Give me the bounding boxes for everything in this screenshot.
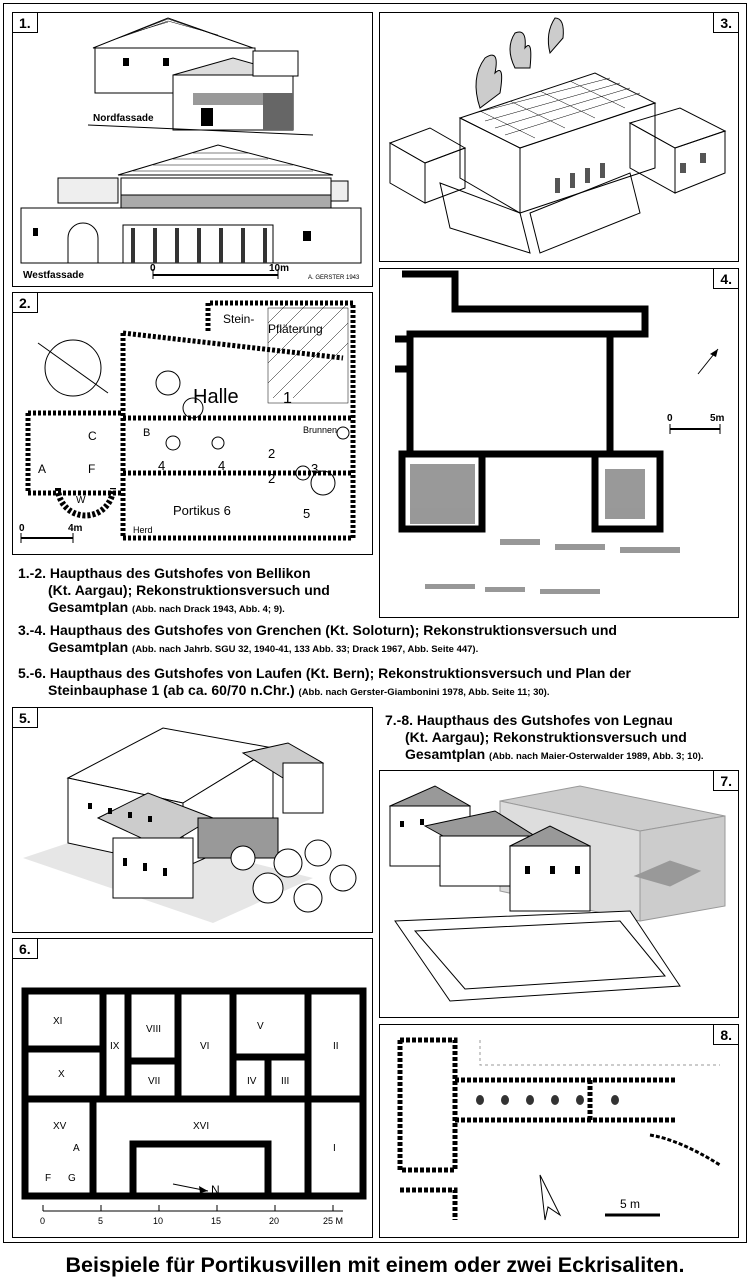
room-xv: XV [53,1121,67,1132]
caption-3-line2: Steinbauphase 1 (ab ca. 60/70 n.Chr.) [48,682,295,698]
caption-4-ref: (Abb. nach Maier-Osterwalder 1989, Abb. 3; 10). [489,751,704,762]
room-iii: III [281,1076,290,1087]
panel-1-facades [12,12,373,287]
room-g: G [68,1173,76,1184]
panel-number: 7. [713,771,738,791]
north-arrow-icon [540,1175,560,1220]
label-stein: Stein- [223,312,255,326]
caption-1-line2: (Kt. Aargau); Rekonstruktionsversuch und [48,582,330,598]
panel-number: 8. [713,1025,738,1045]
label-4a: 4 [158,458,166,473]
caption-3-line1: 5.-6. Haupthaus des Gutshofes von Laufen (Kt. Bern); Rekonstruktionsversuch und Plan der [18,665,631,681]
room-vii: VII [148,1076,161,1087]
label-brunnen: Brunnen [303,425,338,435]
caption-3-ref: (Abb. nach Gerster-Giambonini 1978, Abb. Seite 11; 30). [298,687,550,698]
room-vi: VI [200,1041,210,1052]
panel-4-plan [379,268,739,618]
panel-5-reconstruction [12,707,373,933]
west-label: Westfassade [23,270,84,281]
room-xi: XI [53,1016,63,1027]
label-halle-one: 1 [283,390,292,407]
panel-number: 1. [13,13,38,33]
room-iv: IV [247,1076,257,1087]
label-2b: 2 [268,471,276,486]
panel-number: 5. [13,708,38,728]
caption-2-line1: 3.-4. Haupthaus des Gutshofes von Grenchen (Kt. Soloturn); Rekonstruktionsversuch und [18,622,617,638]
scale-start: 0 [19,523,25,534]
grenchen-plan [380,269,739,618]
reconstruction-sketch [380,13,739,262]
legnau-reconstruction [380,771,739,1018]
bellikon-plan [13,293,373,555]
label-5: 5 [303,506,311,521]
north-arrow-icon [173,1184,208,1193]
label-halle: Halle [193,386,239,408]
room-f: F [45,1173,52,1184]
caption-4-line3: Gesamtplan [405,746,486,762]
caption-4-line2: (Kt. Aargau); Rekonstruktionsversuch und [405,729,687,745]
caption-2 [18,622,743,658]
tick-0: 0 [40,1216,46,1226]
tick-10: 10 [153,1216,164,1226]
panel-6-plan [12,938,373,1238]
room-v: V [257,1021,264,1032]
scale-label: 5 m [620,1197,641,1211]
caption-2-ref: (Abb. nach Jahrb. SGU 32, 1940-41, 133 Abb. 33; Drack 1967, Abb. Seite 447). [132,644,479,655]
label-f: F [88,462,96,476]
caption-4 [385,712,745,765]
label-2a: 2 [268,446,276,461]
label-portikus: Portikus 6 [173,503,231,518]
scale-start: 0 [150,263,156,274]
signature: A. GERSTER 1943 [308,275,360,281]
footer-title: Beispiele für Portikusvillen mit einem oder zwei Eckrisaliten. [65,1253,685,1277]
caption-1 [18,565,373,618]
caption-2-line2: Gesamtplan [48,639,129,655]
tick-5: 5 [98,1216,104,1226]
scale-end: 5m [710,413,725,424]
panel-number: 2. [13,293,38,313]
label-a: A [38,462,47,476]
facade-drawing [13,13,373,287]
panel-number: 4. [713,269,738,289]
laufen-reconstruction [13,708,373,933]
north-arrow-icon [698,349,718,374]
panel-number: 6. [13,939,38,959]
label-c: C [88,429,97,443]
scale-end: 4m [68,523,83,534]
room-ii: II [333,1041,339,1052]
caption-4-title: 7.-8. Haupthaus des Gutshofes von Legnau [385,712,673,728]
tick-25: 25 M [323,1216,344,1226]
panel-8-plan [379,1024,739,1238]
label-herd: Herd [133,525,153,535]
caption-1-ref: (Abb. nach Drack 1943, Abb. 4; 9). [132,604,285,615]
laufen-plan [13,939,373,1238]
room-ix: IX [110,1041,120,1052]
room-viii: VIII [146,1024,162,1035]
room-xvi: XVI [193,1121,210,1132]
caption-1-title: 1.-2. Haupthaus des Gutshofes von Bellikon [18,565,311,581]
nord-label: Nordfassade [93,113,154,124]
room-a: A [73,1143,80,1154]
panel-7-reconstruction [379,770,739,1018]
north-label: N [211,1183,220,1197]
caption-1-line3: Gesamtplan [48,599,129,615]
label-pflaeterung: Pfläterung [268,322,323,336]
panel-3-reconstruction [379,12,739,262]
panel-number: 3. [713,13,738,33]
tick-20: 20 [269,1216,280,1226]
scale-start: 0 [667,413,673,424]
caption-3 [18,665,743,701]
tick-15: 15 [211,1216,222,1226]
room-i: I [333,1143,336,1154]
label-w: W [76,495,86,506]
label-3: 3 [311,461,319,476]
panel-2-plan [12,292,373,555]
scale-end: 10m [269,263,290,274]
label-4b: 4 [218,458,226,473]
legnau-plan [380,1025,739,1238]
label-b: B [143,427,151,439]
room-x: X [58,1069,65,1080]
